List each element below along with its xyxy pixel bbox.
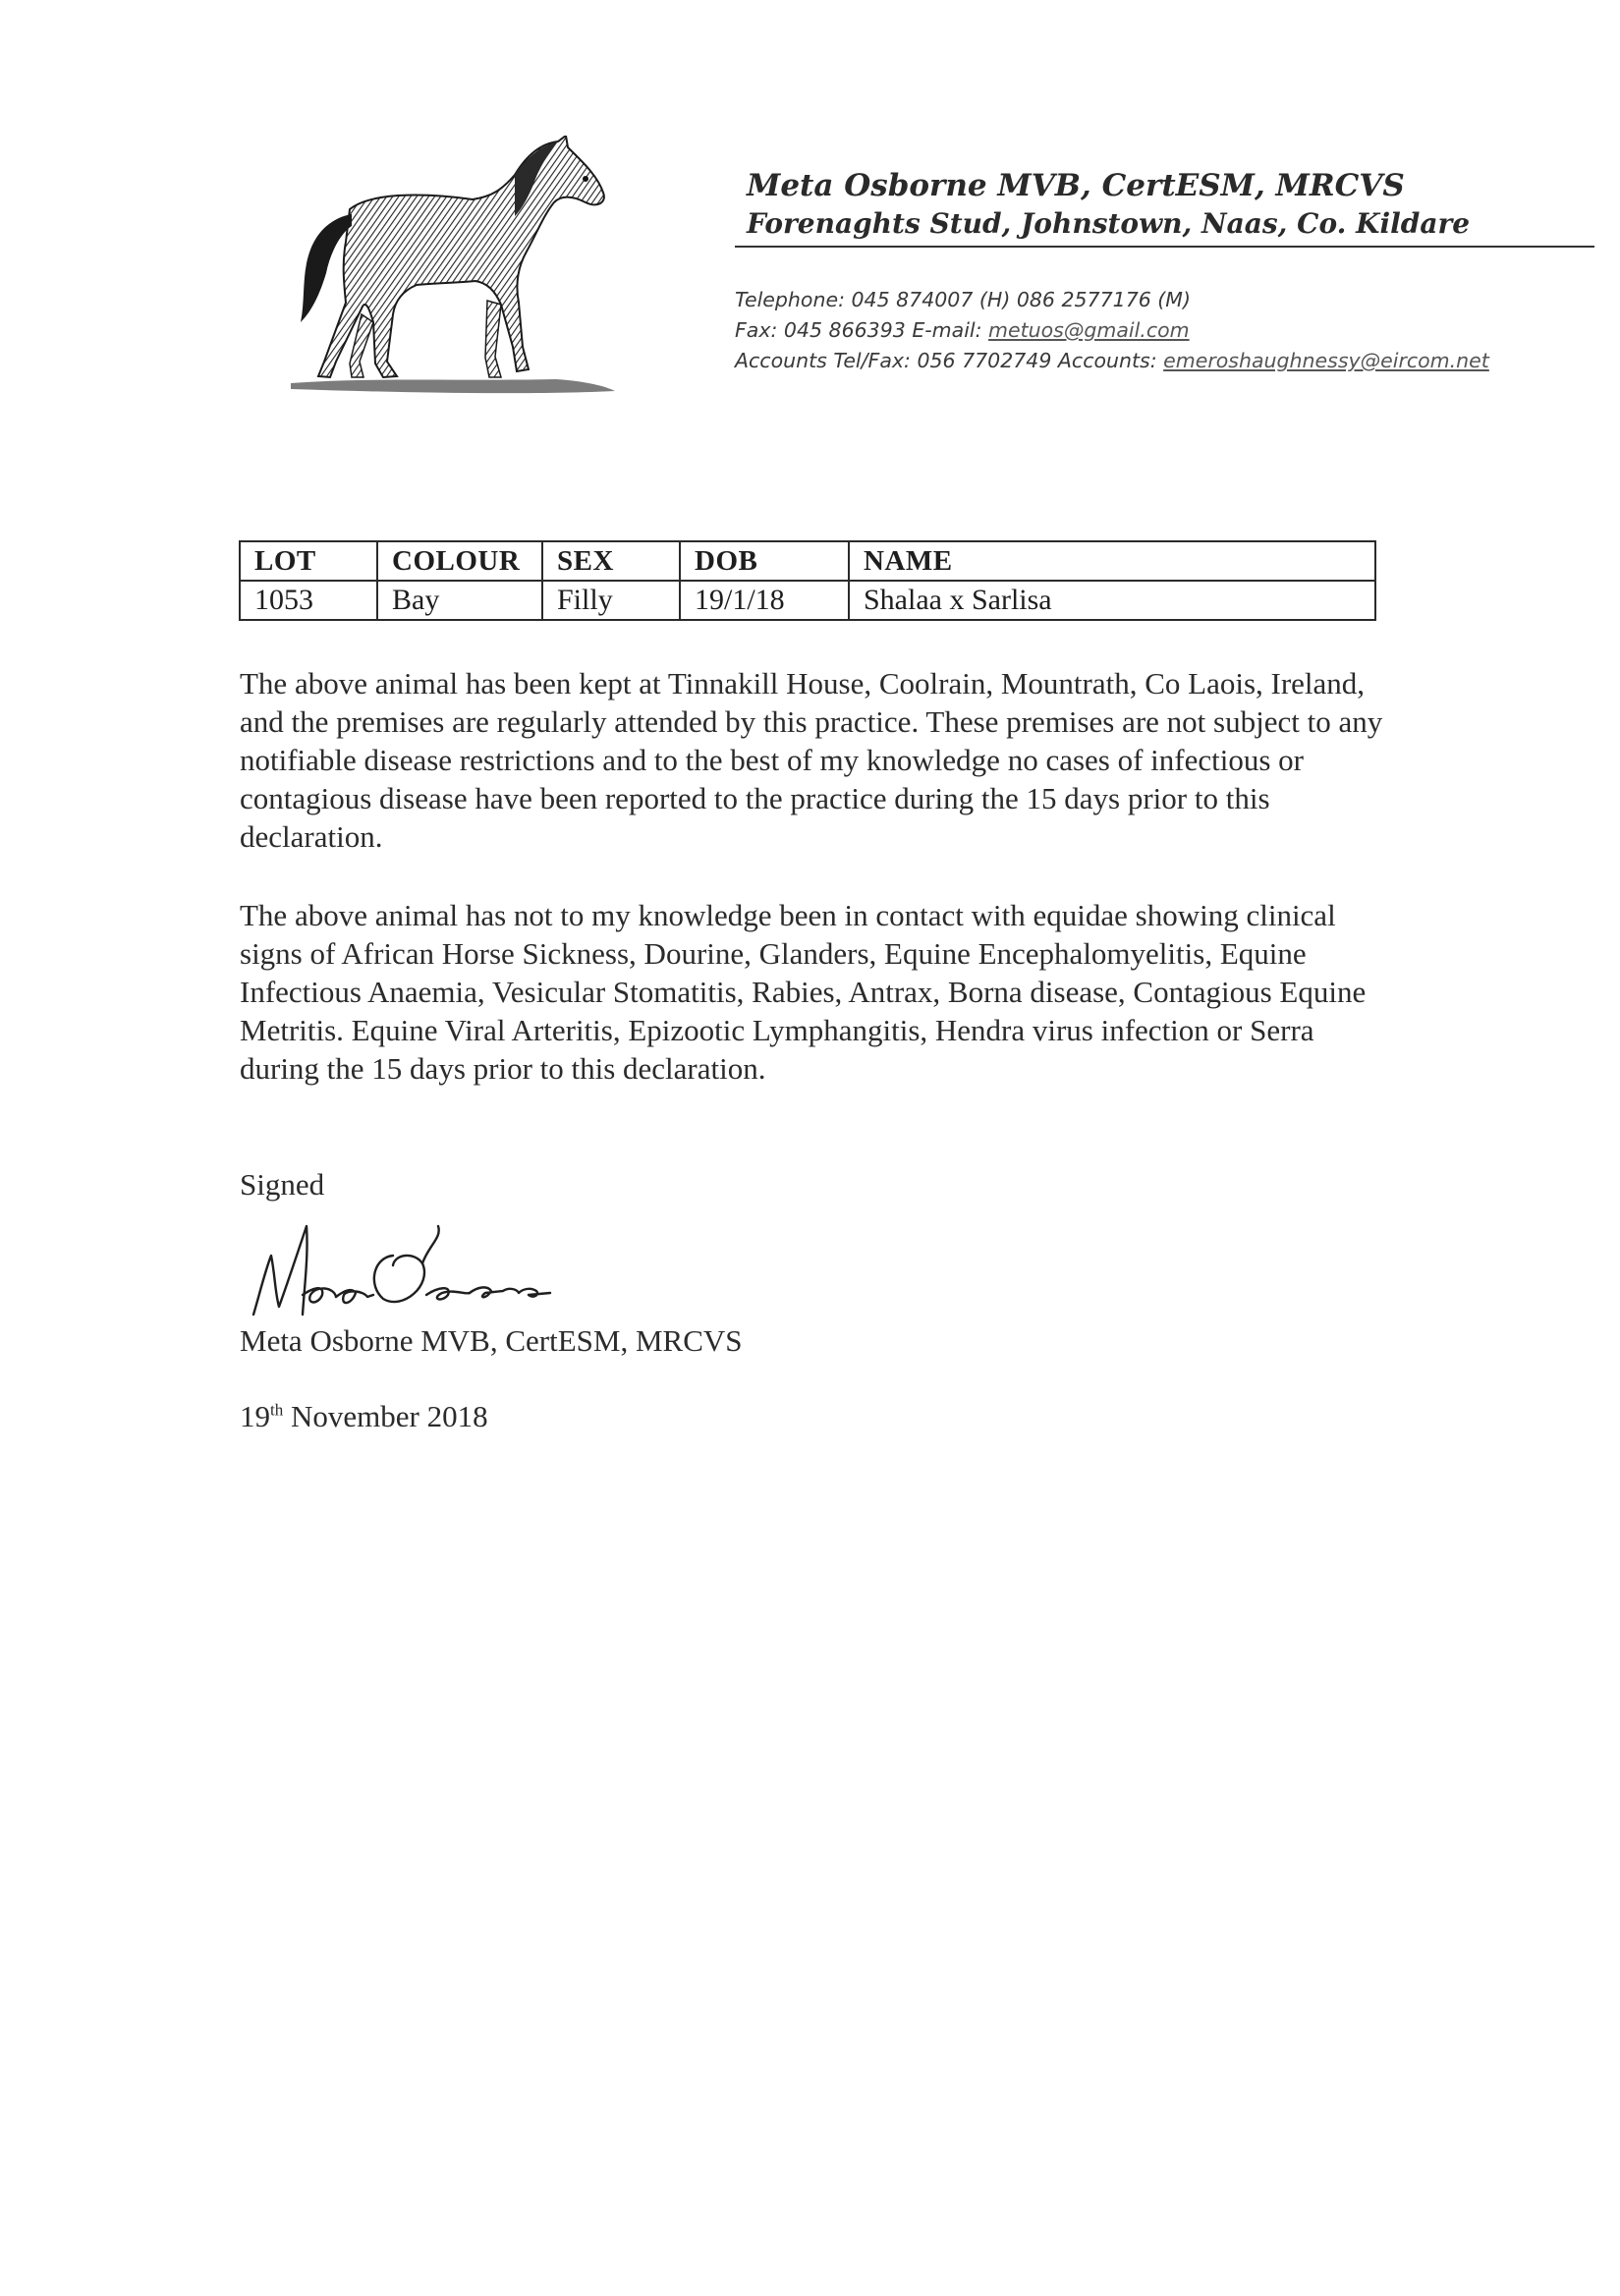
accounts-label: Accounts Tel/Fax: 056 7702749 Accounts: [735,349,1164,372]
cell-dob: 19/1/18 [680,581,849,620]
date-day: 19 [240,1399,270,1433]
email-link[interactable]: metuos@gmail.com [988,318,1190,342]
declaration-paragraph-2: The above animal has not to my knowledge been in contact with equidae showing clinical signs of African Horse Sickness, Dourine, Glanders, Equine Encephalomyelitis, Equine Infectious Anaemia, Vesicular Stomatitis, Rabies, Antrax, Borna disease, Contagious Equine Metritis. Equine Viral Arteritis, Epizootic Lymphangitis, Hendra virus infection or Serra during the 15 days prior to this declaration. [240,898,1367,1086]
column-header-dob: DOB [680,541,849,581]
fax-email-line [735,315,1599,346]
fax-label: Fax: 045 866393 E-mail: [735,318,989,342]
signature-icon [246,1216,580,1324]
date-month-year: November 2018 [283,1399,488,1433]
contact-block [735,285,1599,376]
signatory-name: Meta Osborne MVB, CertESM, MRCVS [240,1323,743,1358]
horse-logo-icon [291,136,625,401]
signed-label: Signed [240,1167,325,1202]
column-header-lot: LOT [240,541,377,581]
cell-lot: 1053 [240,581,377,620]
lot-table [239,540,1376,621]
letterhead [735,167,1594,248]
practitioner-name: Meta Osborne MVB, CertESM, MRCVS [747,168,1405,203]
column-header-colour: COLOUR [377,541,542,581]
letterhead-rule [735,246,1594,248]
column-header-name: NAME [849,541,1375,581]
telephone-line: Telephone: 045 874007 (H) 086 2577176 (M) [735,288,1191,311]
table-row [240,581,1375,620]
declaration-date [240,1397,1389,1435]
accounts-line [735,346,1599,376]
cell-colour: Bay [377,581,542,620]
table-header-row [240,541,1375,581]
column-header-sex: SEX [542,541,680,581]
practice-address: Forenaghts Stud, Johnstown, Naas, Co. Kildare [747,207,1471,240]
declaration-paragraph-1: The above animal has been kept at Tinnakill House, Coolrain, Mountrath, Co Laois, Ireland, and the premises are regularly attended by this practice. These premises are not subject to any notifiable disease restrictions and to the best of my knowledge no cases of infectious or contagious disease have been reported to the practice during the 15 days prior to this declaration. [240,666,1383,854]
accounts-email-link[interactable]: emeroshaughnessy@eircom.net [1163,349,1489,372]
date-suffix: th [270,1400,284,1420]
cell-sex: Filly [542,581,680,620]
cell-name: Shalaa x Sarlisa [849,581,1375,620]
